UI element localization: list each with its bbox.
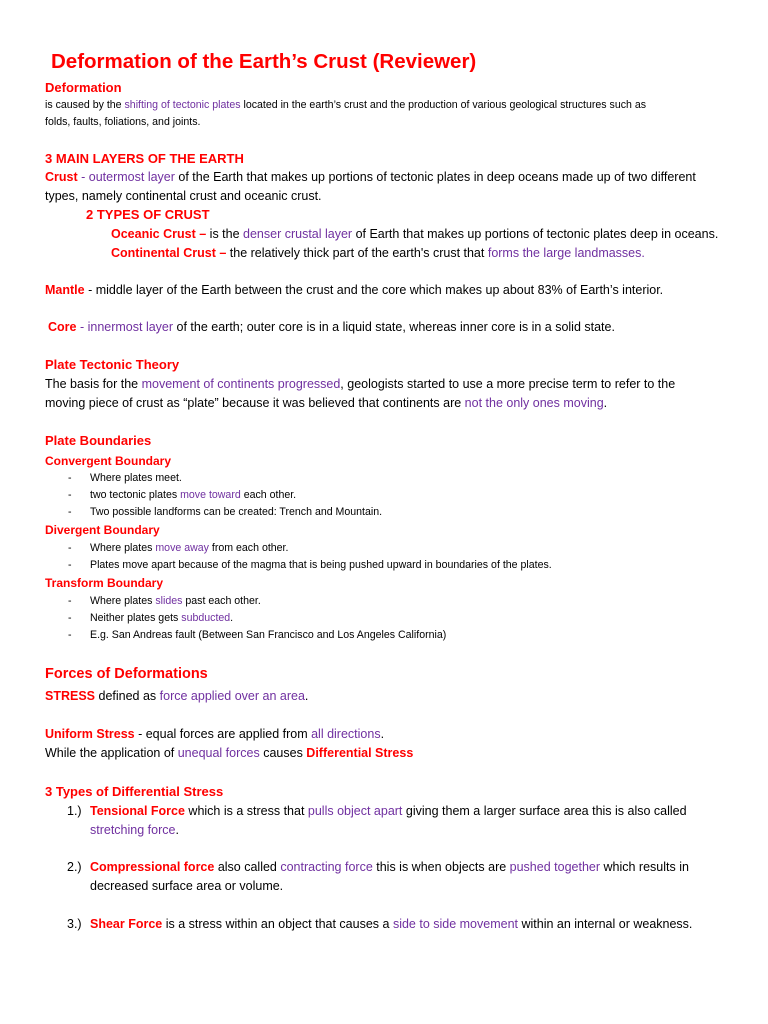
text-span: each other. [240, 489, 297, 501]
text-span: Neither plates gets [90, 612, 182, 624]
highlight-span: unequal forces [177, 746, 260, 760]
list-item: Plates move apart because of the magma that is being pushed upward in boundaries of the plates. [90, 559, 552, 571]
list-item: Two possible landforms can be created: Trench and Mountain. [90, 506, 383, 518]
highlight-span: denser crustal layer [243, 227, 353, 241]
text-span: which is a stress that [184, 804, 308, 818]
plate-boundaries-heading: Plate Boundaries [45, 433, 152, 448]
tensional-force-term: Tensional Force [90, 804, 185, 818]
list-item: Where plates meet. [90, 472, 182, 484]
text-span: Where plates [90, 542, 156, 554]
highlight-span: slides [155, 595, 183, 607]
highlight-span: force applied over an area [159, 689, 305, 703]
list-bullet: - [68, 612, 72, 624]
layers-heading: 3 MAIN LAYERS OF THE EARTH [45, 151, 244, 166]
continental-crust-term: Continental Crust – [111, 246, 227, 260]
text-span: is caused by the [45, 99, 125, 111]
highlight-span: pushed together [509, 860, 601, 874]
text-span: . [380, 727, 385, 741]
text-span: which results in [600, 860, 689, 874]
core-definition [48, 320, 615, 334]
page-title: Deformation of the Earth’s Crust (Reviewer) [51, 50, 477, 73]
text-span: . [230, 612, 234, 624]
mantle-definition [45, 283, 663, 297]
text-span: is a stress within an object that causes a [162, 917, 393, 931]
text-span: two tectonic plates [90, 489, 181, 501]
list-number: 2.) [67, 860, 82, 874]
text-span: . [175, 823, 179, 837]
continental-crust-definition [111, 246, 645, 260]
text-span: While the application of [45, 746, 178, 760]
convergent-heading: Convergent Boundary [45, 454, 172, 468]
text-span: causes [259, 746, 307, 760]
highlight-span: all directions [311, 727, 381, 741]
list-item [90, 542, 288, 554]
text-span: . [603, 396, 608, 410]
deformation-heading: Deformation [45, 80, 122, 95]
stress-definition [45, 689, 308, 703]
plate-tectonic-line-1 [45, 377, 675, 391]
list-item [90, 612, 233, 624]
crust-definition-line-2: types, namely continental crust and oceanic crust. [45, 189, 322, 203]
text-span: The basis for the [45, 377, 142, 391]
oceanic-crust-term: Oceanic Crust – [111, 227, 207, 241]
list-bullet: - [68, 629, 72, 641]
uniform-stress-term: Uniform Stress [45, 727, 135, 741]
core-term: Core [48, 320, 77, 334]
text-span: of the earth; outer core is in a liquid state, whereas inner core is in a solid state. [173, 320, 615, 334]
list-number: 1.) [67, 804, 82, 818]
text-span: . [304, 689, 309, 703]
crust-types-heading: 2 TYPES OF CRUST [86, 207, 210, 222]
plate-tectonic-heading: Plate Tectonic Theory [45, 357, 180, 372]
text-span: past each other. [182, 595, 261, 607]
mantle-term: Mantle [45, 283, 85, 297]
plate-tectonic-line-2 [45, 396, 607, 410]
text-span: Where plates [90, 595, 156, 607]
highlight-span: stretching force [90, 823, 176, 837]
text-span: located in the earth’s crust and the production of various geological structures such as [240, 99, 647, 111]
deformation-text-line-1 [45, 99, 646, 111]
text-span: of Earth that makes up portions of tectonic plates deep in oceans. [352, 227, 719, 241]
list-bullet: - [68, 542, 72, 554]
highlight-span: movement of continents progressed [141, 377, 341, 391]
forces-heading: Forces of Deformations [45, 666, 208, 682]
text-span: - [76, 320, 88, 334]
text-span: also called [214, 860, 281, 874]
highlight-span: move toward [180, 489, 241, 501]
highlight-span: not the only ones moving [464, 396, 604, 410]
oceanic-crust-definition [111, 227, 718, 241]
text-span: - middle layer of the Earth between the crust and the core which makes up about 83% of Earth’s interior. [84, 283, 664, 297]
text-span: defined as [95, 689, 160, 703]
list-bullet: - [68, 472, 72, 484]
text-span: moving piece of crust as “plate” because it was believed that continents are [45, 396, 465, 410]
shear-force-line [90, 917, 692, 931]
stress-term: STRESS [45, 689, 96, 703]
highlight-span: outermost layer [88, 170, 175, 184]
differential-types-heading: 3 Types of Differential Stress [45, 784, 224, 799]
differential-stress-term: Differential Stress [306, 746, 414, 760]
highlight-span: contracting force [280, 860, 373, 874]
text-span: this is when objects are [372, 860, 510, 874]
highlight-span: forms the large landmasses. [487, 246, 645, 260]
list-bullet: - [68, 595, 72, 607]
tensional-force-line-1 [90, 804, 687, 818]
text-span: - equal forces are applied from [134, 727, 312, 741]
text-span: , geologists started to use a more precise term to refer to the [340, 377, 676, 391]
differential-stress-sentence [45, 746, 413, 760]
compressional-force-line-2: decreased surface area or volume. [90, 879, 284, 893]
text-span: within an internal or weakness. [518, 917, 693, 931]
list-number: 3.) [67, 917, 82, 931]
crust-definition-line-1 [45, 170, 696, 184]
text-span: from each other. [208, 542, 289, 554]
crust-term: Crust [45, 170, 78, 184]
list-bullet: - [68, 506, 72, 518]
text-span: the relatively thick part of the earth's crust that [226, 246, 488, 260]
tensional-force-line-2 [90, 823, 179, 837]
compressional-force-line-1 [90, 860, 689, 874]
list-bullet: - [68, 559, 72, 571]
highlight-span: shifting of tectonic plates [124, 99, 241, 111]
list-bullet: - [68, 489, 72, 501]
text-span: is the [206, 227, 244, 241]
uniform-stress-definition [45, 727, 384, 741]
text-span: - [77, 170, 89, 184]
divergent-heading: Divergent Boundary [45, 523, 160, 537]
transform-heading: Transform Boundary [45, 576, 164, 590]
highlight-span: innermost layer [87, 320, 174, 334]
highlight-span: pulls object apart [307, 804, 403, 818]
text-span: giving them a larger surface area this is also called [402, 804, 687, 818]
list-item: E.g. San Andreas fault (Between San Francisco and Los Angeles California) [90, 629, 447, 641]
list-item [90, 595, 261, 607]
list-item [90, 489, 296, 501]
highlight-span: side to side movement [392, 917, 518, 931]
deformation-text-line-2: folds, faults, foliations, and joints. [45, 116, 201, 128]
highlight-span: move away [155, 542, 209, 554]
shear-force-term: Shear Force [90, 917, 163, 931]
highlight-span: subducted [181, 612, 231, 624]
text-span: of the Earth that makes up portions of tectonic plates in deep oceans made up of two different [174, 170, 696, 184]
compressional-force-term: Compressional force [90, 860, 215, 874]
